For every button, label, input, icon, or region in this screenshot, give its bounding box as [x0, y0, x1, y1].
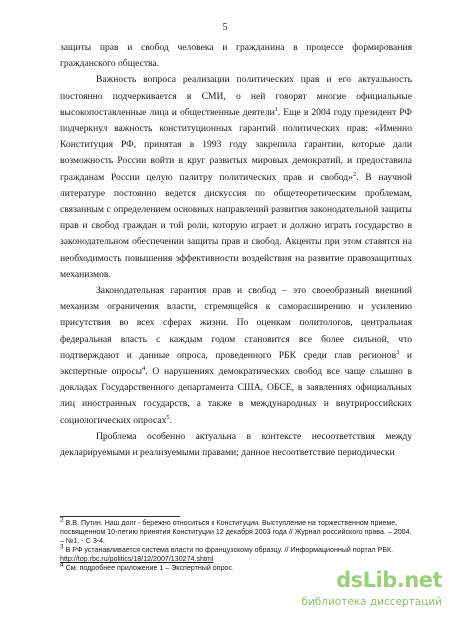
paragraph: [60, 429, 412, 461]
paragraph: [60, 283, 412, 429]
footnotes: [60, 516, 412, 574]
footnote-ref: 3: [396, 348, 400, 356]
paragraph-text: . О нарушениях демократических свобод все чаще слышно в докладах Государственного департамента США, ОБСЕ, в заявлениях официальных лиц иностранных государств, а также в международных и внутрироссийских социологических опросах: [60, 366, 412, 426]
paragraph-text: Законодательная гарантия прав и свобод – это своеобразный внешний механизм ограничения власти, стремящейся к саморасширению и усилению присутствия во всех сферах жизни. По оценкам политологов, центральная федеральная власть с каждым годом становится все более сильной, что подтверждают и данные опроса, проведенного РБК среди глав регионов: [60, 285, 412, 361]
footnote: [60, 516, 412, 546]
paragraph-text: . Еще в 2004 году президент РФ подчеркнул важность конституционных гарантий политических прав: «Именно Конституция РФ, принятая в 1993 году закрепила гарантии, которые дали возможность России войти в круг развитых мировых демократий, и предоставила гражданам России целую палитру политических прав и свобод»: [60, 106, 412, 183]
footnote-ref: 4: [142, 364, 146, 372]
footnote-link[interactable]: http://top.rbc.ru/politics/18/12/2007/130274.shtml: [60, 555, 214, 564]
paragraph-text: Проблема особенно актуальна в контексте несоответствия между декларируемыми и реализуемыми правами; данное несоответствие периодически: [60, 430, 412, 459]
paragraph-text: Важность вопроса реализации политических прав и его актуальность постоянно подчеркивается в СМИ, о ней говорят многие официальные высокопоставленные лица и общественные деятели: [60, 74, 412, 118]
footnote-number: 3: [60, 543, 64, 551]
paragraph-text: .: [169, 414, 173, 426]
dslib-tagline: библиотека диссертаций: [301, 596, 442, 608]
footnote-ref: 1: [274, 105, 278, 113]
footnote-ref: 5: [166, 413, 170, 421]
body-text: [60, 40, 412, 461]
footnote-ref: 2: [352, 170, 357, 178]
dslib-logo: dsLib.net: [336, 568, 442, 592]
footnote-separator: [60, 516, 180, 517]
paragraph: [60, 72, 412, 283]
footnote-number: 4: [60, 562, 64, 570]
paragraph-text: и экспертные опросы: [60, 349, 412, 378]
paragraph-text: защиты прав и свобод человека и гражданина в процессе формирования гражданского общества.: [60, 42, 412, 70]
footnote-text: В РФ устанавливается система власти по французскому образцу. // Информационный портал РБК.: [63, 546, 394, 555]
paragraph-text: . В научной литературе постоянно ведется дискуссия по общетеоретическим проблемам, связанным с определением основных направлений развития законодательной защиты прав и свобод граждан и той роли, которую играет и должно играть государство в законодательном обеспечении защиты прав и свобод. Акценты при этом ставятся на необходимость повышения эффективности воздействия на развитие правозащитных механизмов.: [60, 171, 412, 280]
footnote-text: См. подробнее приложение 1 – Экспертный опрос.: [63, 564, 234, 573]
footnote-text: В.В. Путин. Наш долг - бережно относиться к Конституции. Выступление на торжественном приеме, посвященном 10-летию принятия Конституции 12 декабря 2003 года // Журнал российского права. – 2004. – №1. - С 3-4.: [60, 519, 412, 546]
footnote-number: 2: [60, 516, 64, 524]
paragraph: [60, 40, 412, 72]
dslib-watermark: [300, 568, 448, 614]
footnote: [60, 543, 412, 564]
page-number: 5: [222, 22, 228, 33]
